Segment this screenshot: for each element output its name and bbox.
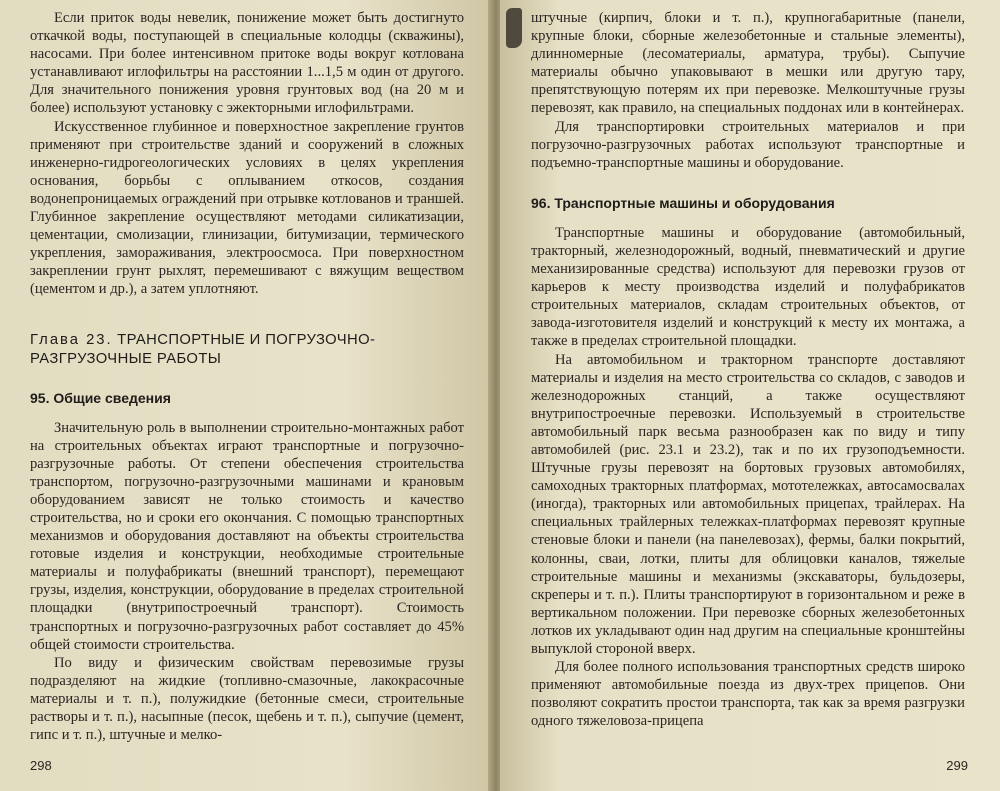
- chapter-lead: Глава 23.: [30, 331, 113, 348]
- chapter-title-line-2: РАЗГРУЗОЧНЫЕ РАБОТЫ: [30, 350, 222, 367]
- paragraph: Для более полного использования транспортных средств широко применяют автомобильные поезда из двух-трех прицепов. Они позволяют сократить простои транспорта, так как за время разгрузки одного тяжеловоза-прицепа: [531, 659, 965, 730]
- spacer: [30, 407, 464, 419]
- paragraph: штучные (кирпич, блоки и т. п.), крупногабаритные (панели, крупные блоки, сборные железобетонные и стальные элементы), длинномерные (лесоматериалы, арматура, трубы). Сыпучие материалы обычно упаковывают в мешки или другую тару, препятствующую потерям их при перевозке. Мелкоштучные грузы перевозят, как правило, на специальных поддонах или в контейнерах.: [531, 10, 965, 117]
- spacer: [30, 369, 464, 389]
- right-page: [500, 0, 1000, 791]
- paragraph: Для транспортировки строительных материалов и при погрузочно-разгрузочных работах используют транспортные и подъемно-транспортные машины и оборудование.: [531, 118, 965, 171]
- paragraph: По виду и физическим свойствам перевозимые грузы подразделяют на жидкие (топливно-смазочные, лакокрасочные материалы и т. п.), полужидкие (бетонные смеси, строительные растворы и т. п.), насыпные (песок, щебень и т. п.), сыпучие (цемент, гипс и т. п.), штучные и мелко-: [30, 654, 464, 744]
- chapter-heading: [30, 331, 464, 369]
- paragraph: Искусственное глубинное и поверхностное закрепление грунтов применяют при строительстве зданий и сооружений в сложных инженерно-гидрогеологических условиях в целях укрепления основания, борьбы с оплыванием откосов, создания водонепроницаемых ограждений при отрывке котлованов и траншей. Глубинное закрепление осуществляют методами силикатизации, цементации, смолизации, глинизации, битумизации, термического укрепления, замораживания, электроосмоса. При поверхностном закреплении грунт рыхлят, перемешивают с вяжущим веществом (цементом и др.), а затем уплотняют.: [30, 118, 464, 298]
- paragraph: На автомобильном и тракторном транспорте доставляют материалы и изделия на место строительства со складов, с заводов и железнодорожных станций, а также осуществляют внутрипостроечные перевозки. Используемый в строительстве автомобильный парк весьма разнообразен как по виду и типу автомобилей (рис. 23.1 и 23.2), так и по их грузоподъемности. Штучные грузы перевозят на бортовых грузовых автомобилях, самоходных тракторных платформах, мототележках, автосамосвалах (иногда), тракторных или автомобильных прицепах, трайлерах. На специальных трайлерных тележках-платформах перевозят крупные стеновые блоки и панели (на панелевозах), фермы, балки покрытий, колонны, сваи, лотки, плиты для облицовки каналов, тяжелые строительные машины и механизмы (экскаваторы, бульдозеры, скреперы и т. п.). Плиты транспортируют в горизонтальном и реже в вертикальном положении. При перевозке сборных железобетонных лотков их укладывают один над другим на специальные кронштейны выпуклой стороной вверх.: [531, 351, 965, 657]
- spacer: [531, 172, 965, 194]
- left-page: [0, 0, 492, 791]
- paragraph: Транспортные машины и оборудование (автомобильный, тракторный, железнодорожный, водный, пневматический и другие механизированные средства) используют для перевозки грузов от карьеров к месту производства изделий и полуфабрикатов строительных материалов, складам строительных объектов, от завода-изготовителя изделий и конструкций к месту их монтажа, а также в пределах строительной площадки.: [531, 224, 965, 350]
- spacer: [531, 212, 965, 224]
- ink-stain: [506, 8, 522, 48]
- right-text-column: [531, 9, 965, 730]
- paragraph: Если приток воды невелик, понижение может быть достигнуто откачкой воды, поступающей в специальные колодцы (скважины), насосами. При более интенсивном притоке воды вокруг котлована устанавливают иглофильтры на расстоянии 1...1,5 м один от другого. Для значительного понижения уровня грунтовых вод (на 20 м и более) используют установку с эжекторными иглофильтрами.: [30, 10, 464, 117]
- section-heading: 95. Общие сведения: [30, 389, 171, 406]
- section-heading: 96. Транспортные машины и оборудования: [531, 194, 835, 211]
- left-text-column: [30, 9, 464, 744]
- paragraph: Значительную роль в выполнении строительно-монтажных работ на строительных объектах играют транспортные и погрузочно-разгрузочные работы. От степени обеспечения строительства транспортом, погрузочно-разгрузочными машинами и крановым оборудованием зависят не только стоимость и качество строительства, но и сроки его окончания. С помощью транспортных механизмов и оборудования доставляют на объекты строительства готовые изделия и конструкции, необходимые строительные материалы и полуфабрикаты (внешний транспорт), перемещают грузы, изделия, конструкции, оборудование в пределах строительной площадки (внутрипостроечный транспорт). Стоимость транспортных и погрузочно-разгрузочных работ составляет до 45% общей стоимости строительства.: [30, 419, 464, 653]
- chapter-title-line-1: ТРАНСПОРТНЫЕ И ПОГРУЗОЧНО-: [117, 331, 376, 348]
- spacer: [30, 299, 464, 331]
- page-number: 298: [30, 758, 52, 773]
- page-number: 299: [946, 758, 968, 773]
